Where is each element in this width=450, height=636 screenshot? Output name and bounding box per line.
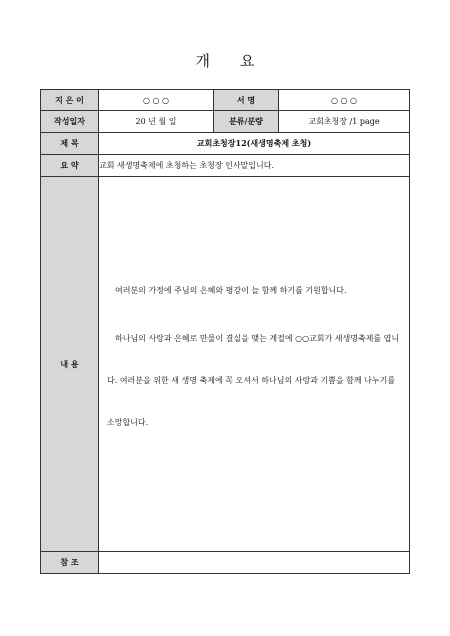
title-right-char: 요 — [240, 52, 255, 70]
author-label: 지 은 이 — [41, 90, 99, 111]
signature-label: 서 명 — [214, 90, 279, 111]
author-value: ○ ○ ○ — [99, 90, 214, 111]
content-row — [41, 177, 410, 552]
summary-label: 요 약 — [41, 155, 99, 177]
overview-form-table — [40, 89, 410, 574]
date-row — [41, 111, 410, 133]
subject-label: 제 목 — [41, 133, 99, 155]
signature-value: ○ ○ ○ — [279, 90, 410, 111]
reference-label: 참 조 — [41, 552, 99, 574]
reference-row — [41, 552, 410, 574]
summary-row — [41, 155, 410, 177]
date-value: 20 년 월 일 — [99, 111, 214, 133]
category-value: 교회초청장 /1 page — [279, 111, 410, 133]
category-label: 분류/분량 — [214, 111, 279, 133]
summary-value: 교회 새생명축제에 초청하는 초청장 인사말입니다. — [99, 155, 410, 177]
content-paragraph-2: 하나님의 사랑과 은혜로 만물이 결실을 맺는 계절에 ○○교회가 새생명축제를 엽니다. 여러분을 위한 새 생명 축제에 꼭 오셔서 하나님의 사랑과 기쁨을 함께 나누기를 소망합니다. — [107, 333, 400, 427]
content-label: 내 용 — [41, 177, 99, 552]
subject-row — [41, 133, 410, 155]
content-cell — [99, 177, 410, 552]
author-row — [41, 90, 410, 111]
document-title — [0, 50, 450, 71]
subject-value: 교회초청장12(새생명축제 초청) — [99, 133, 410, 155]
date-label: 작성일자 — [41, 111, 99, 133]
reference-value — [99, 552, 410, 574]
title-left-char: 개 — [195, 52, 210, 70]
content-body — [99, 285, 409, 444]
content-paragraph-1: 여러분의 가정에 주님의 은혜와 평강이 늘 함께 하기를 기원합니다. — [115, 285, 347, 295]
